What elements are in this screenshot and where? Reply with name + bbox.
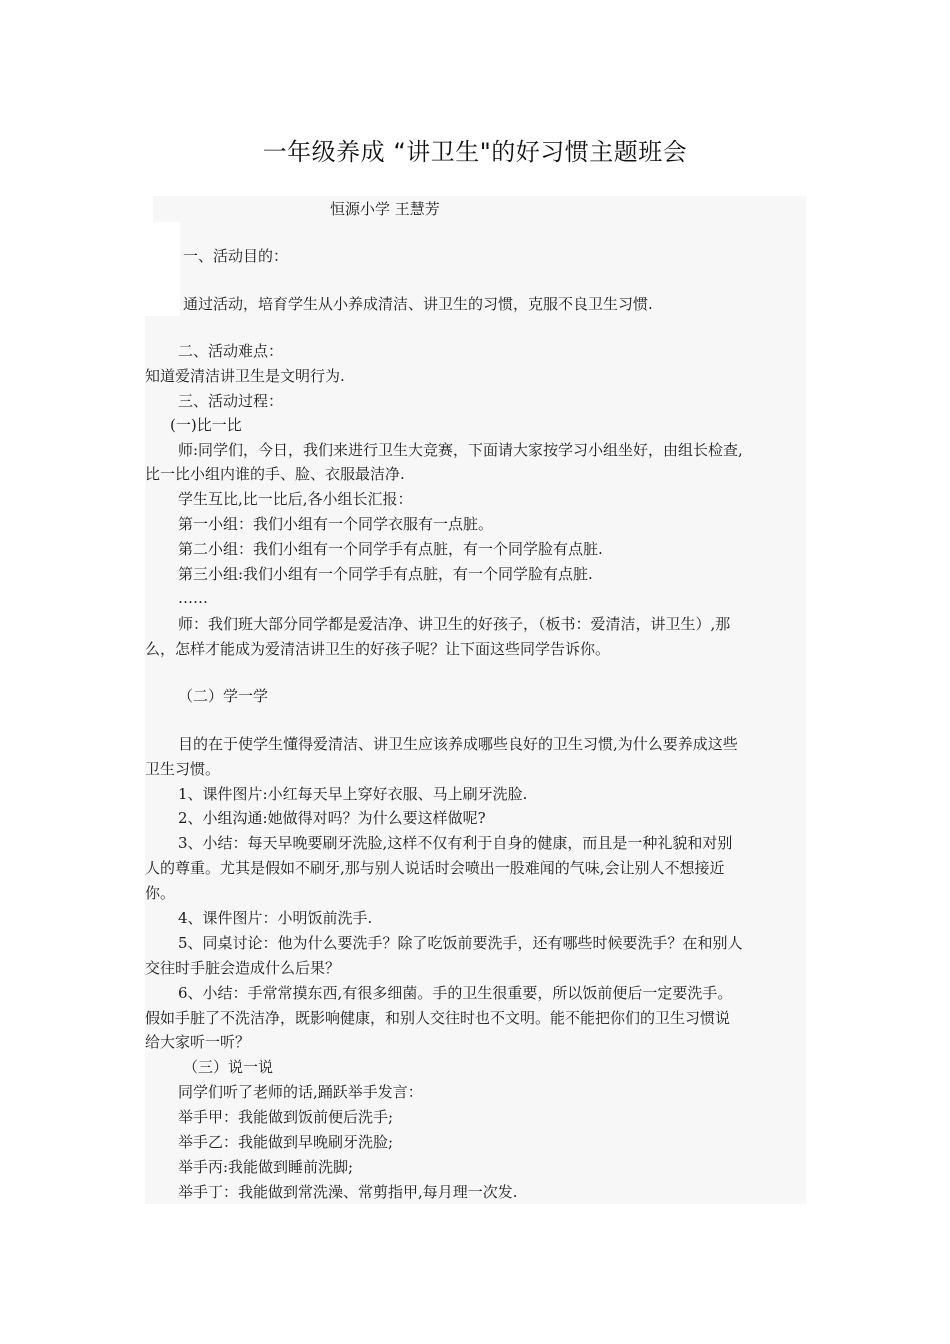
paragraph-line: 举手丁：我能做到常洗澡、常剪指甲,每月理一次发. [178,1183,518,1201]
paragraph-line: 知道爱清洁讲卫生是文明行为. [145,367,345,385]
paragraph-line: 假如手脏了不洗洁净，既影响健康，和别人交往时也不文明。能不能把你们的卫生习惯说 [145,1009,731,1027]
paragraph-line: 举手丙:我能做到睡前洗脚; [178,1158,354,1176]
paragraph-line: 交往时手脏会造成什么后果？ [145,959,341,977]
paragraph-line: 举手乙：我能做到早晚刷牙洗脸; [178,1133,394,1151]
paragraph-line: 么，怎样才能成为爱清洁讲卫生的好孩子呢？让下面这些同学告诉你。 [145,640,611,658]
paragraph-line: 4、课件图片：小明饭前洗手. [178,909,373,927]
paragraph-line: 人的尊重。尤其是假如不刷牙,那与别人说话时会喷出一股难闻的气味,会让别人不想接近 [145,859,725,877]
author-line: 恒源小学 王慧芳 [330,200,440,218]
paragraph-line: 第一小组：我们小组有一个同学衣服有一点脏。 [178,515,494,533]
paragraph-line: 给大家听一听？ [145,1033,251,1051]
paragraph-line: 2、小组沟通:她做得对吗？为什么要这样做呢? [178,809,486,827]
paragraph-line: 3、小结：每天早晚要刷牙洗脸,这样不仅有利于自身的健康，而且是一种礼貌和对别 [178,834,733,852]
paragraph-line: 5、同桌讨论：他为什么要洗手？除了吃饭前要洗手，还有哪些时候要洗手？在和别人 [178,934,743,952]
paragraph-line: 你。 [145,884,176,902]
paragraph-line: 师:同学们，今日，我们来进行卫生大竞赛，下面请大家按学习小组坐好，由组长检查, [178,441,743,459]
ellipsis-line: …… [178,589,208,607]
paragraph-line: 学生互比,比一比后,各小组长汇报： [178,490,413,508]
text-highlight-band [153,196,806,222]
paragraph-line: 第三小组:我们小组有一个同学手有点脏，有一个同学脸有点脏. [178,565,593,583]
paragraph-line: 6、小结：手常常摸东西,有很多细菌。手的卫生很重要，所以饭前便后一定要洗手。 [178,984,733,1002]
section-heading: 二、活动难点： [178,342,284,360]
paragraph-line: 通过活动，培育学生从小养成清洁、讲卫生的习惯，克服不良卫生习惯. [183,295,653,313]
section-heading: 一、活动目的： [183,247,289,265]
paragraph-line: 第二小组：我们小组有一个同学手有点脏，有一个同学脸有点脏. [178,540,603,558]
paragraph-line: 目的在于使学生懂得爱清洁、讲卫生应该养成哪些良好的卫生习惯,为什么要养成这些 [178,735,738,753]
paragraph-line: 1、课件图片:小红每天早上穿好衣服、马上刷牙洗脸. [178,785,528,803]
subsection-heading: （二）学一学 [178,687,269,705]
paragraph-line: 比一比小组内谁的手、脸、衣服最洁净. [145,465,405,483]
paragraph-line: 同学们听了老师的话,踊跃举手发言： [178,1083,423,1101]
subsection-heading: (一)比一比 [170,416,242,434]
section-heading: 三、活动过程： [178,392,284,410]
paragraph-line: 卫生习惯。 [145,760,221,778]
paragraph-line: 举手甲：我能做到饭前便后洗手; [178,1108,394,1126]
subsection-heading: （三）说一说 [183,1058,274,1076]
paragraph-line: 师：我们班大部分同学都是爱洁净、讲卫生的好孩子，（板书：爱清洁，讲卫生）,那 [178,615,731,633]
document-title: 一年级养成 “讲卫生"的好习惯主题班会 [262,138,688,166]
